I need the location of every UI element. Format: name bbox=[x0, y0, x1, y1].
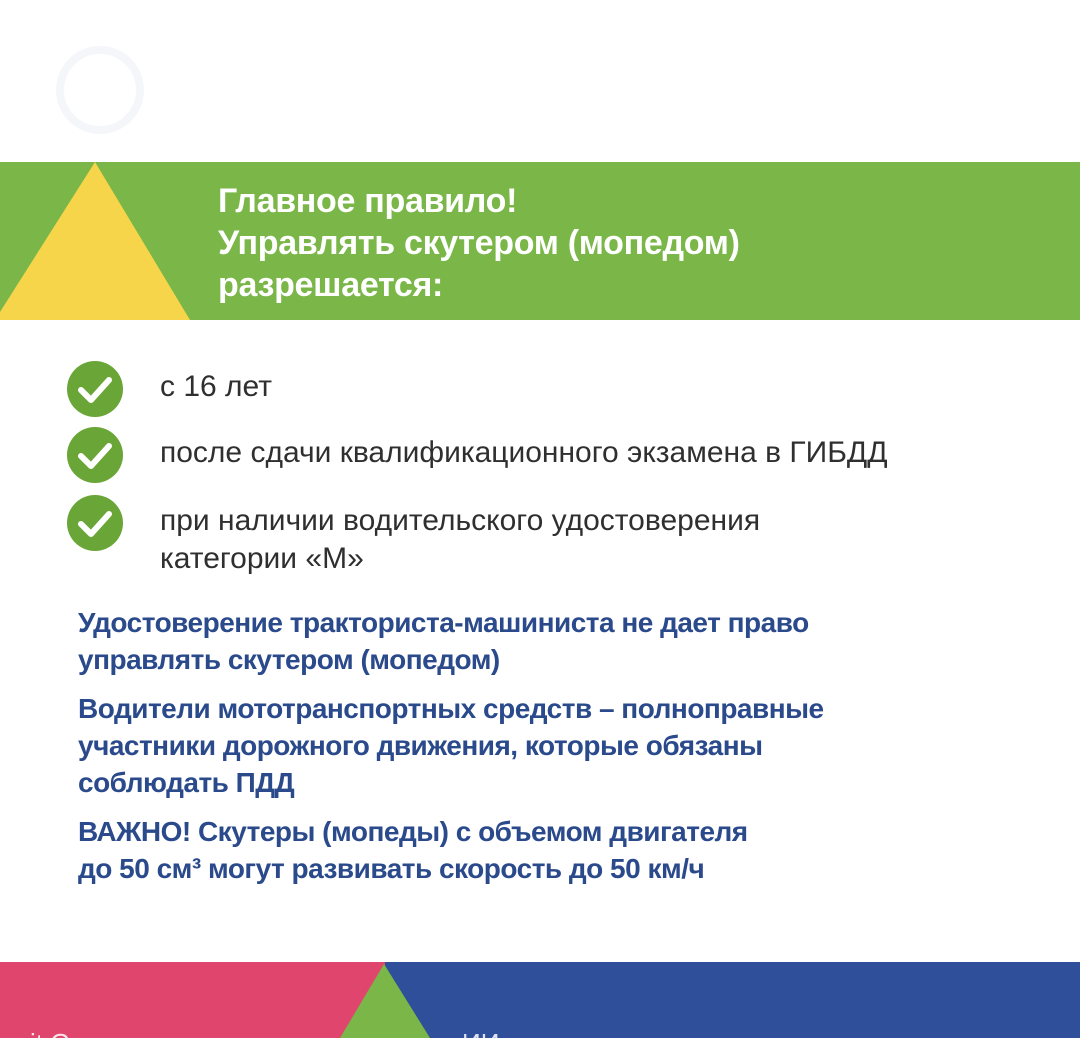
note-important-speed bbox=[78, 813, 1068, 887]
note-line: участники дорожного движения, которые обязаны bbox=[78, 730, 763, 761]
condition-text: после сдачи квалификационного экзамена в ГИБДД bbox=[160, 436, 888, 469]
yellow-triangle-icon bbox=[0, 162, 200, 320]
notes-block bbox=[78, 604, 1068, 899]
note-line: соблюдать ПДД bbox=[78, 767, 295, 798]
note-line: ВАЖНО! Скутеры (мопеды) с объемом двигателя bbox=[78, 816, 748, 847]
banner-line-2: Управлять скутером (мопедом) bbox=[218, 224, 740, 262]
banner-line-1: Главное правило! bbox=[218, 182, 518, 220]
condition-text: с 16 лет bbox=[160, 370, 272, 403]
rule-banner bbox=[0, 162, 1080, 320]
footer-fragment-left: it.G bbox=[30, 1028, 71, 1058]
watermark-logo-icon bbox=[40, 40, 160, 140]
footer-strip bbox=[0, 962, 1080, 1058]
banner-title bbox=[218, 180, 740, 306]
banner-line-3: разрешается: bbox=[218, 266, 444, 304]
note-line: Водители мототранспортных средств – полноправные bbox=[78, 693, 824, 724]
check-circle-icon bbox=[66, 494, 124, 552]
note-line: до 50 см³ могут развивать скорость до 50 км/ч bbox=[78, 853, 705, 884]
check-circle-icon bbox=[66, 426, 124, 484]
check-circle-icon bbox=[66, 360, 124, 418]
note-line: Удостоверение тракториста-машиниста не дает право bbox=[78, 607, 809, 638]
note-tractor-license bbox=[78, 604, 1068, 678]
footer-fragment-right: ИИ bbox=[462, 1028, 500, 1058]
note-line: управлять скутером (мопедом) bbox=[78, 644, 500, 675]
condition-text: при наличии водительского удостоверения bbox=[160, 504, 761, 537]
condition-text: категории «М» bbox=[160, 542, 364, 575]
footer-shapes-icon bbox=[0, 962, 1080, 1038]
note-road-participants bbox=[78, 690, 1068, 801]
